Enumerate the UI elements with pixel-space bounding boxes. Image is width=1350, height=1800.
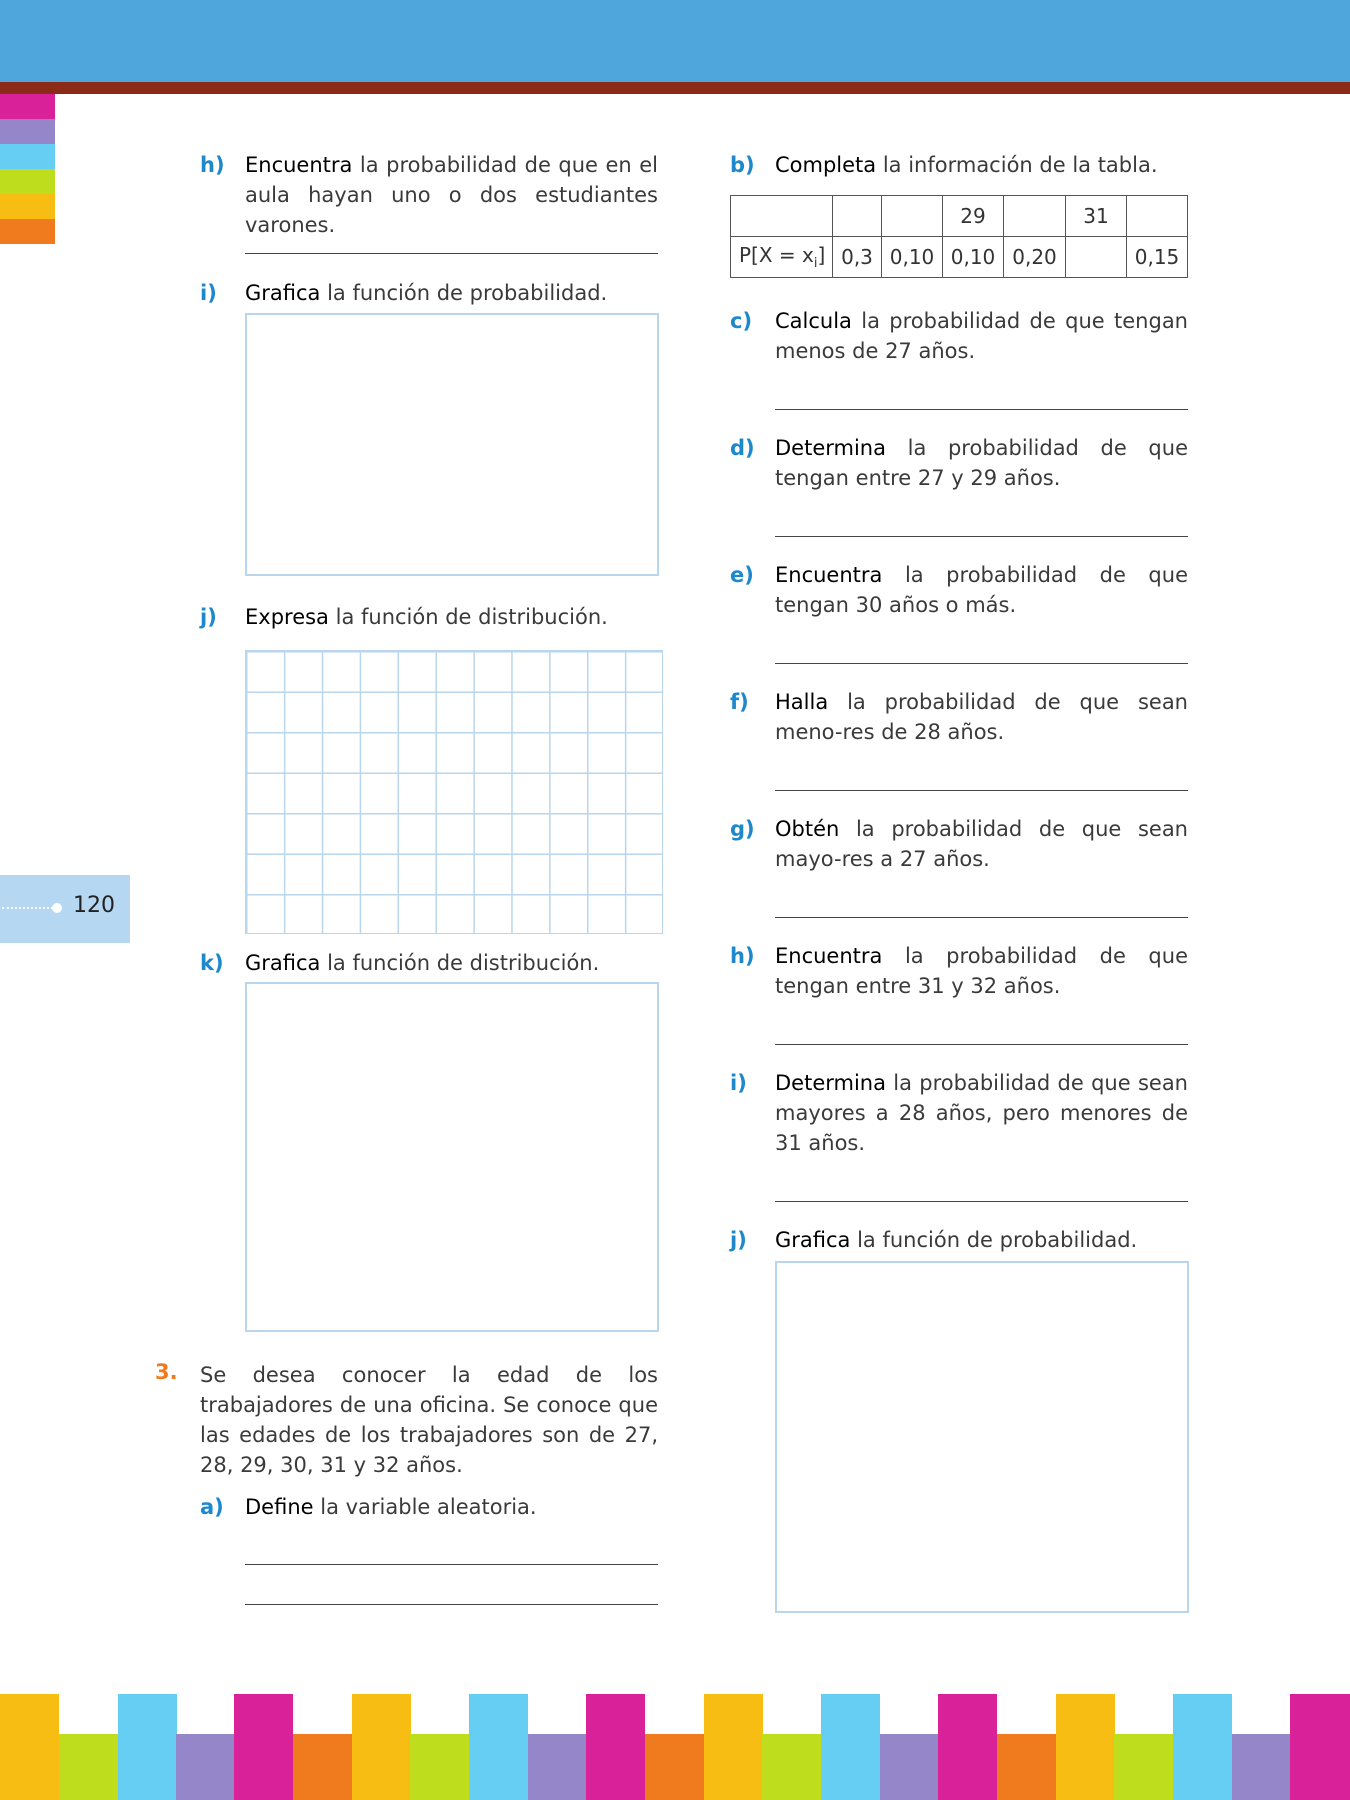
answer-line[interactable] — [245, 1564, 658, 1565]
bottom-stripes — [0, 1694, 1350, 1800]
table-cell: 0,20 — [1004, 237, 1066, 278]
table-cell[interactable] — [833, 196, 882, 237]
graph-box-probability[interactable] — [245, 313, 659, 576]
page-number-tab — [0, 875, 130, 943]
table-row — [731, 237, 1188, 278]
answer-line[interactable] — [775, 917, 1188, 918]
answer-line[interactable] — [775, 790, 1188, 791]
table-cell: 29 — [943, 196, 1004, 237]
question-3-number: 3. — [155, 1360, 178, 1384]
table-cell[interactable] — [1004, 196, 1066, 237]
header-bar — [0, 0, 1350, 82]
answer-line[interactable] — [775, 1201, 1188, 1202]
table-cell[interactable] — [1127, 196, 1188, 237]
table-row — [731, 196, 1188, 237]
answer-line[interactable] — [775, 1044, 1188, 1045]
table-row-label: $P[X = x_i]$ — [731, 237, 833, 278]
graph-box-distribution[interactable] — [245, 982, 659, 1332]
answer-line[interactable] — [775, 663, 1188, 664]
answer-line[interactable] — [775, 536, 1188, 537]
table-cell: 0,15 — [1127, 237, 1188, 278]
header-rule — [0, 82, 1350, 94]
probability-table — [730, 195, 1188, 278]
answer-line[interactable] — [245, 253, 658, 254]
table-cell: 0,10 — [882, 237, 943, 278]
question-3-text: Se desea conocer la edad de los trabajadores de una oficina. Se conoce que las edades de los trabajadores son de 27, 28, 29, 30, 31 y 32 años. — [200, 1363, 658, 1477]
table-cell: 0,10 — [943, 237, 1004, 278]
table-cell[interactable] — [882, 196, 943, 237]
table-cell[interactable] — [731, 196, 833, 237]
table-cell: 31 — [1066, 196, 1127, 237]
color-tabs — [0, 94, 55, 244]
answer-line[interactable] — [775, 409, 1188, 410]
graph-box-probability-2[interactable] — [775, 1261, 1189, 1613]
page-number: 120 — [73, 893, 115, 918]
table-cell[interactable] — [1066, 237, 1127, 278]
answer-line[interactable] — [245, 1604, 658, 1605]
table-cell: 0,3 — [833, 237, 882, 278]
grid-table[interactable] — [245, 650, 663, 934]
